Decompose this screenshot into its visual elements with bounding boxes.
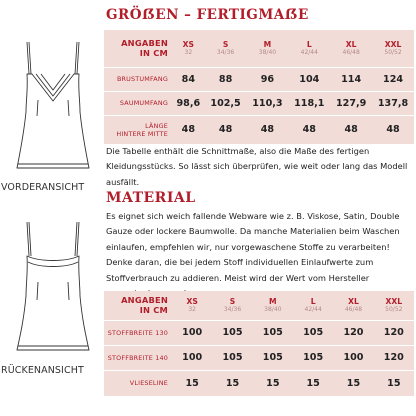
table-cell: 84 xyxy=(172,67,205,91)
table-cell: 15 xyxy=(333,370,373,396)
row-label: BRUSTUMFANG xyxy=(104,67,172,91)
table-cell: 124 xyxy=(372,67,414,91)
table-cell: 98,6 xyxy=(172,91,205,115)
table-cell: 105 xyxy=(253,345,293,370)
table-row xyxy=(104,320,414,345)
table-row xyxy=(104,67,414,91)
table-cell: 127,9 xyxy=(330,91,372,115)
table-cell: 137,8 xyxy=(372,91,414,115)
table-cell: 114 xyxy=(330,67,372,91)
table-cell: 118,1 xyxy=(288,91,330,115)
row-label: STOFFBREITE 130 xyxy=(104,320,172,345)
table-cell: 110,3 xyxy=(247,91,289,115)
table-cell: 105 xyxy=(212,320,252,345)
size-column-xxl: XXL 50/52 xyxy=(374,291,414,320)
header-label: ANGABEN IN CM xyxy=(104,30,172,67)
table-row xyxy=(104,115,414,144)
content-column xyxy=(104,0,416,416)
table-cell: 105 xyxy=(212,345,252,370)
row-label: VLIESELINE xyxy=(104,370,172,396)
table-cell: 104 xyxy=(288,67,330,91)
table-cell: 15 xyxy=(374,370,414,396)
table-row xyxy=(104,91,414,115)
finished-measurements-table xyxy=(104,30,414,145)
table-cell: 48 xyxy=(288,115,330,144)
table-cell: 96 xyxy=(247,67,289,91)
table-cell: 105 xyxy=(293,320,333,345)
front-view-label: VORDERANSICHT xyxy=(1,182,85,193)
header-label: ANGABEN IN CM xyxy=(104,291,172,320)
size-column-s: S 34/36 xyxy=(205,30,247,67)
size-column-m: M 38/40 xyxy=(247,30,289,67)
table-cell: 120 xyxy=(374,345,414,370)
size-column-xl: XL 46/48 xyxy=(333,291,373,320)
size-column-l: L 42/44 xyxy=(288,30,330,67)
size-column-xl: XL 46/48 xyxy=(330,30,372,67)
table-cell: 105 xyxy=(253,320,293,345)
table-cell: 102,5 xyxy=(205,91,247,115)
table-cell: 100 xyxy=(172,345,212,370)
row-label: LÄNGE HINTERE MITTE xyxy=(104,115,172,144)
table-cell: 120 xyxy=(333,320,373,345)
sketch-column xyxy=(0,0,104,416)
back-view-label: RÜCKENANSICHT xyxy=(1,365,84,376)
size-column-s: S 34/36 xyxy=(212,291,252,320)
table-cell: 48 xyxy=(247,115,289,144)
table-cell: 48 xyxy=(372,115,414,144)
measurements-note: Die Tabelle enthält die Schnittmaße, also die Maße des fertigen Kleidungsstücks. So lässt sich überprüfen, wie weit oder lang das Modell ausfällt. xyxy=(106,146,408,187)
table-cell: 15 xyxy=(293,370,333,396)
size-column-l: L 42/44 xyxy=(293,291,333,320)
size-chart-heading: GRÖẞEN – FERTIGMAẞE xyxy=(106,7,309,23)
material-description: Es eignet sich weich fallende Webware wie z. B. Viskose, Satin, Double Gauze oder lockere Baumwolle. Da manche Materialien beim Waschen einlaufen, empfehlen wir, nur vorgewaschene Stoffe zu verarbeiten! Denke daran, die bei jedem Stoff individuellen Einlaufwerte zum Stoffverbrauch zu addieren. Meist wird der Wert vom Hersteller xyxy=(106,211,400,283)
back-view-sketch xyxy=(0,204,104,364)
size-column-m: M 38/40 xyxy=(253,291,293,320)
row-label: SAUMUMFANG xyxy=(104,91,172,115)
fabric-requirements-table xyxy=(104,291,414,397)
table-cell: 15 xyxy=(253,370,293,396)
table-cell: 48 xyxy=(330,115,372,144)
material-heading: MATERIAL xyxy=(106,190,196,206)
table-cell: 105 xyxy=(293,345,333,370)
row-label: STOFFBREITE 140 xyxy=(104,345,172,370)
table-cell: 48 xyxy=(205,115,247,144)
table-header-row xyxy=(104,291,414,320)
size-column-xs: XS 32 xyxy=(172,30,205,67)
size-column-xs: XS 32 xyxy=(172,291,212,320)
table-cell: 120 xyxy=(374,320,414,345)
table-cell: 100 xyxy=(172,320,212,345)
table-cell: 15 xyxy=(172,370,212,396)
table-cell: 48 xyxy=(172,115,205,144)
table-header-row xyxy=(104,30,414,67)
front-view-sketch xyxy=(0,0,104,180)
table-cell: 88 xyxy=(205,67,247,91)
table-row xyxy=(104,345,414,370)
table-cell: 15 xyxy=(212,370,252,396)
size-column-xxl: XXL 50/52 xyxy=(372,30,414,67)
table-cell: 100 xyxy=(333,345,373,370)
table-row xyxy=(104,370,414,396)
